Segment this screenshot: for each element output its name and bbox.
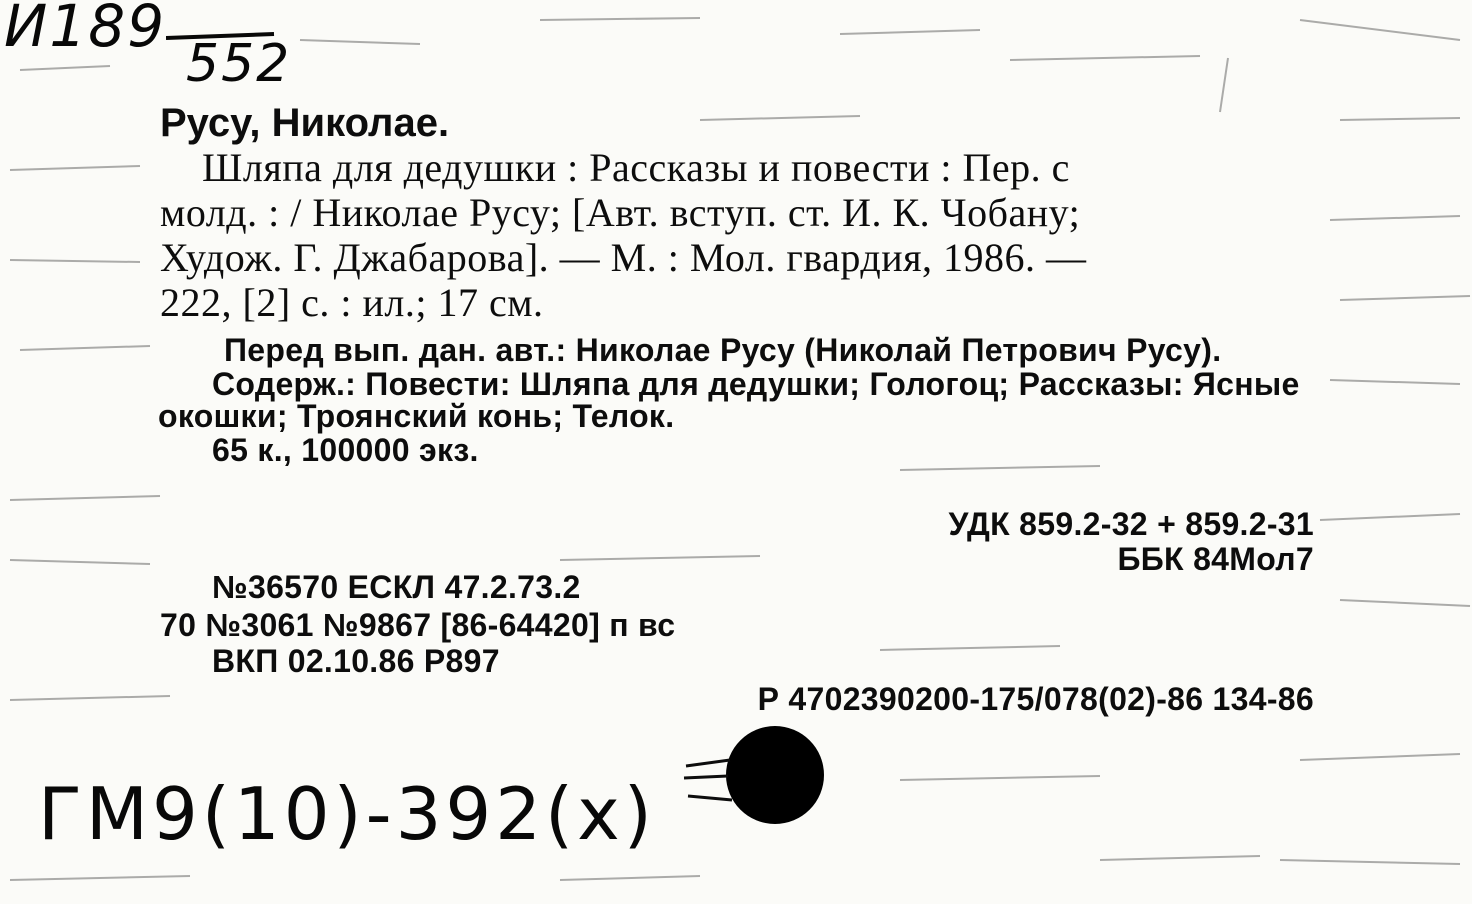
title-line-3: Худож. Г. Джабарова]. — М. : Мол. гвардия, 1986. — (160, 235, 1087, 280)
registry-line-1: №36570 ЕСКЛ 47.2.73.2 (212, 569, 581, 605)
price-edition: 65 к., 100000 экз. (212, 432, 479, 468)
bbk-code: ББК 84Мол7 (1117, 541, 1314, 577)
title-line-2: молд. : / Николае Русу; [Авт. вступ. ст. И. К. Чобану; (160, 190, 1081, 235)
note-line-3: окошки; Троянский конь; Телок. (158, 398, 675, 434)
udk-code: УДК 859.2-32 + 859.2-31 (948, 506, 1314, 542)
title-line-4: 222, [2] с. : ил.; 17 см. (160, 280, 544, 325)
hole-edge-marks (680, 748, 740, 808)
handwritten-inventory-code: ГМ9(10)-392(х) (38, 772, 656, 856)
registry-line-3: ВКП 02.10.86 Р897 (212, 643, 500, 679)
handwritten-shelf-subcode: 552 (186, 34, 292, 94)
title-line-1: Шляпа для дедушки : Рассказы и повести : Пер. с (202, 145, 1070, 190)
note-line-2: Содерж.: Повести: Шляпа для дедушки; Гологоц; Рассказы: Ясные (212, 366, 1300, 402)
entry-author: Русу, Николае. (160, 101, 450, 145)
publisher-code: Р 4702390200-175/078(02)-86 134-86 (757, 681, 1314, 717)
card-punch-hole (726, 726, 824, 824)
handwritten-shelf-code: И189 (4, 0, 167, 60)
registry-line-2: 70 №3061 №9867 [86-64420] п вс (160, 607, 676, 643)
note-line-1: Перед вып. дан. авт.: Николае Русу (Николай Петрович Русу). (224, 332, 1222, 368)
